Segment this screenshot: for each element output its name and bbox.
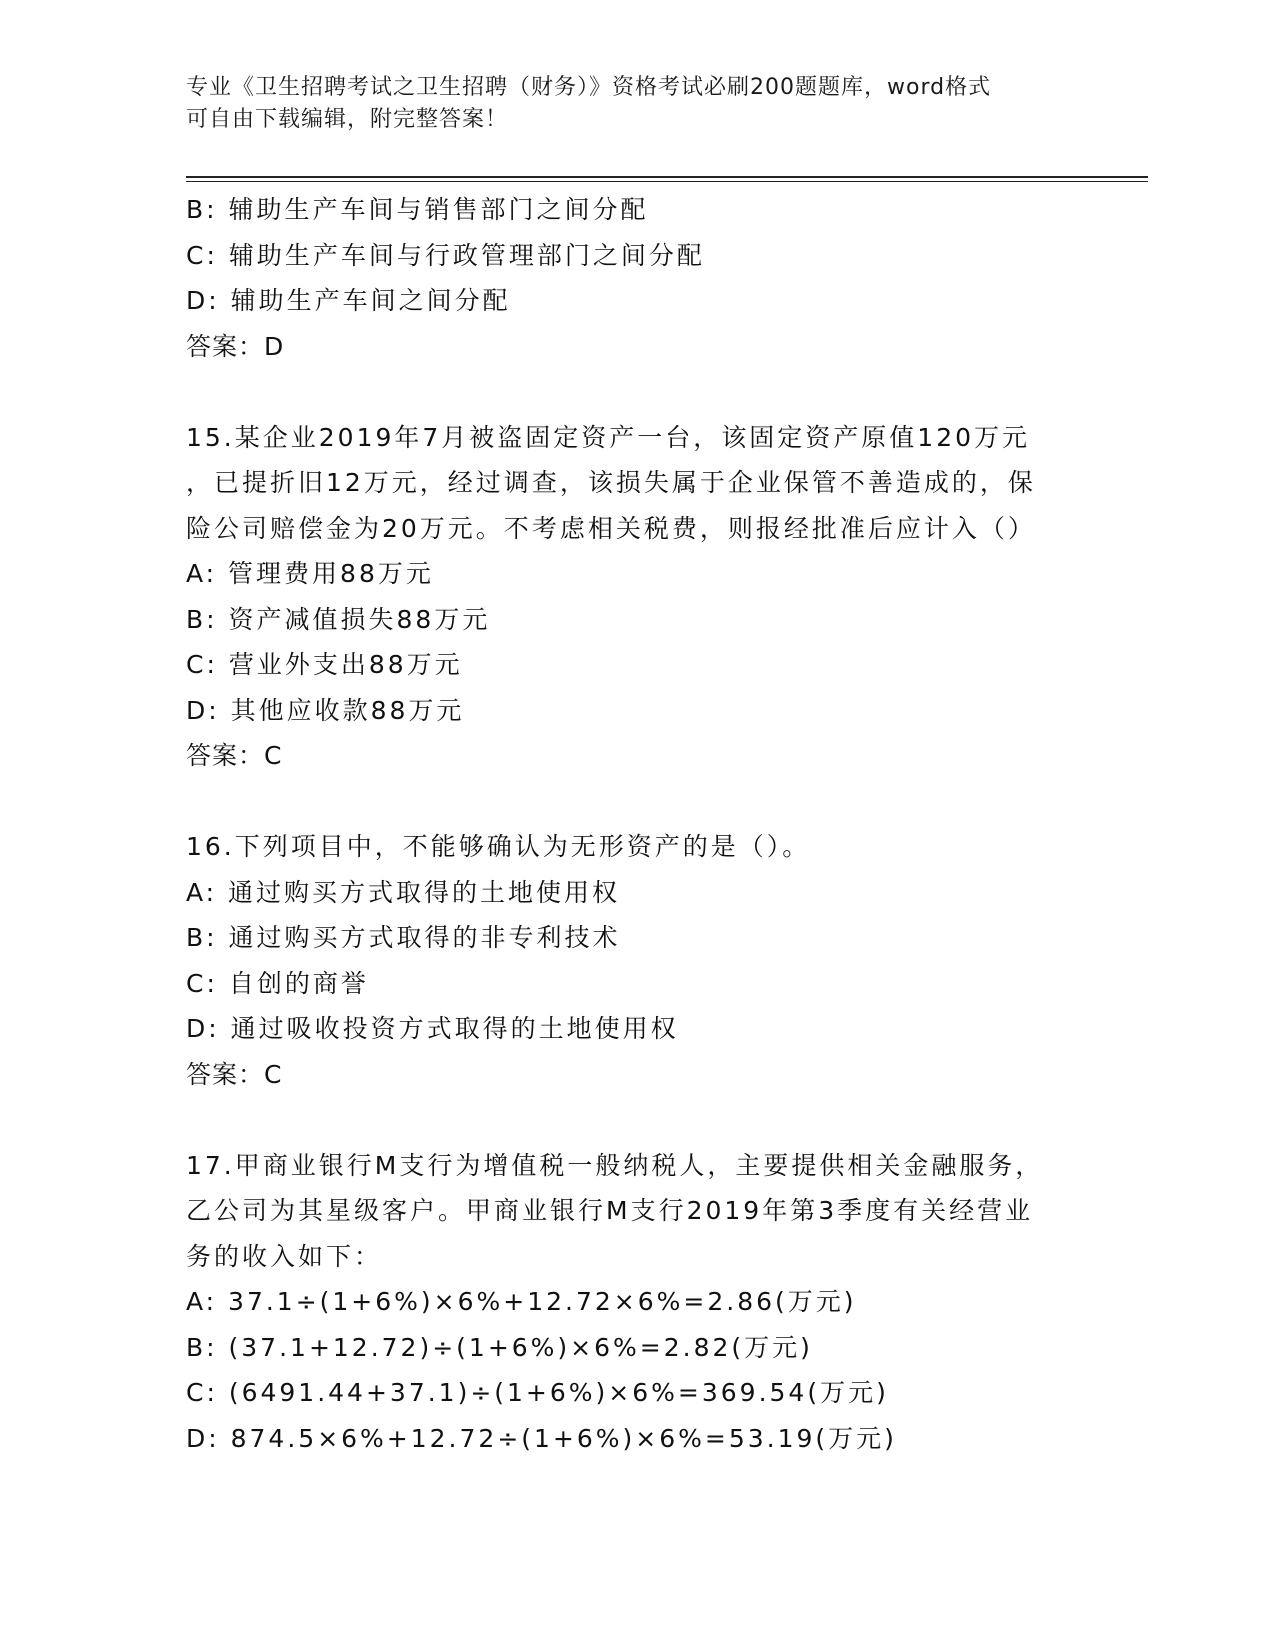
question-text-line-2: ，已提折旧12万元，经过调查，该损失属于企业保管不善造成的，保 bbox=[186, 468, 1036, 497]
option-a: A: 通过购买方式取得的土地使用权 bbox=[186, 877, 621, 907]
option-d: D: 通过吸收投资方式取得的土地使用权 bbox=[186, 1014, 679, 1043]
question-text-line-3: 险公司赔偿金为20万元。不考虑相关税费，则报经批准后应计入（） bbox=[186, 513, 1036, 543]
option-a: A: 管理费用88万元 bbox=[186, 559, 434, 588]
option-c: C: 辅助生产车间与行政管理部门之间分配 bbox=[186, 240, 705, 270]
option-b: B: (37.1+12.72)÷(1+6%)×6%=2.82(万元) bbox=[186, 1332, 813, 1362]
option-d: D: 辅助生产车间之间分配 bbox=[186, 286, 511, 315]
answer: 答案：D bbox=[186, 331, 285, 361]
question-17 bbox=[186, 1143, 1086, 1462]
question-content bbox=[186, 187, 1086, 1461]
header-divider bbox=[186, 176, 1148, 178]
question-text-line-2: 乙公司为其星级客户。甲商业银行M支行2019年第3季度有关经营业 bbox=[186, 1196, 1034, 1225]
spacer bbox=[186, 369, 1086, 415]
option-a: A: 37.1÷(1+6%)×6%+12.72×6%=2.86(万元) bbox=[186, 1287, 857, 1316]
option-c: C: 营业外支出88万元 bbox=[186, 650, 463, 679]
option-b: B: 通过购买方式取得的非专利技术 bbox=[186, 923, 621, 952]
header-title-line-1: 专业《卫生招聘考试之卫生招聘（财务）》资格考试必刷200题题库，word格式 bbox=[186, 75, 992, 100]
question-text-line-1: 16.下列项目中，不能够确认为无形资产的是（）。 bbox=[186, 832, 811, 861]
option-c: C: (6491.44+37.1)÷(1+6%)×6%=369.54(万元) bbox=[186, 1378, 889, 1407]
page-header bbox=[186, 72, 1066, 136]
answer: 答案：C bbox=[186, 1059, 283, 1089]
question-text-line-1: 17.甲商业银行M支行为增值税一般纳税人，主要提供相关金融服务， bbox=[186, 1150, 1044, 1180]
spacer bbox=[186, 1097, 1086, 1143]
header-divider-thin bbox=[186, 181, 1148, 182]
answer: 答案：C bbox=[186, 741, 283, 770]
question-15 bbox=[186, 415, 1086, 779]
option-b: B: 资产减值损失88万元 bbox=[186, 604, 491, 634]
option-d: D: 874.5×6%+12.72÷(1+6%)×6%=53.19(万元) bbox=[186, 1423, 897, 1453]
option-d: D: 其他应收款88万元 bbox=[186, 695, 465, 725]
option-c: C: 自创的商誉 bbox=[186, 968, 369, 998]
question-14 bbox=[186, 187, 1086, 369]
spacer bbox=[186, 779, 1086, 825]
header-title-line-2: 可自由下载编辑，附完整答案！ bbox=[186, 107, 509, 132]
question-16 bbox=[186, 824, 1086, 1097]
question-text-line-1: 15.某企业2019年7月被盗固定资产一台，该固定资产原值120万元 bbox=[186, 422, 1031, 452]
question-text-line-3: 务的收入如下： bbox=[186, 1241, 383, 1271]
option-b: B: 辅助生产车间与销售部门之间分配 bbox=[186, 195, 649, 224]
